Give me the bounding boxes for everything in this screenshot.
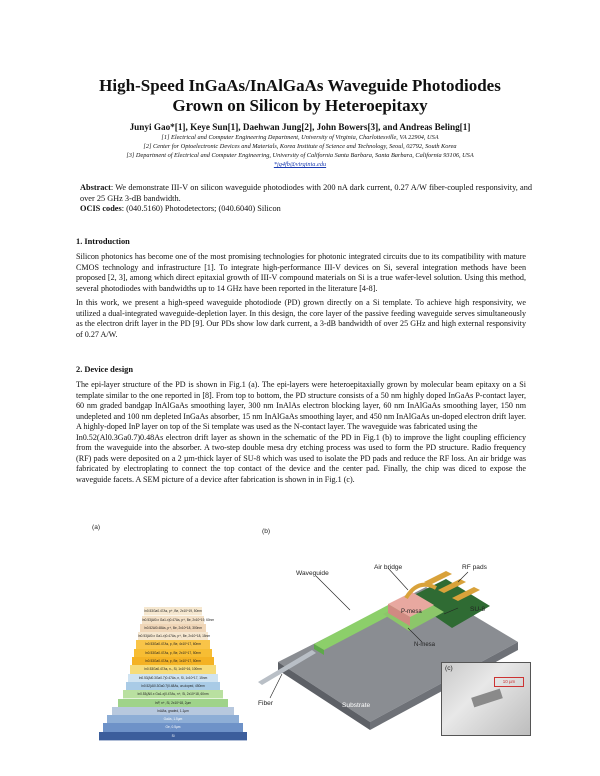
affiliation-1: [1] Electrical and Computer Engineering Department, University of Virginia, Charlottesville, VA 22904, USA — [161, 134, 439, 141]
design-paragraph-1: The epi-layer structure of the PD is shown in Fig.1 (a). The epi-layers were heteroepitaxially grown by molecular beam epitaxy on a Si template similar to the one reported in [8]. From top to bottom, the PD structure consists of a 50 nm highly doped InGaAs P-contact layer, 60 nm graded bandgap InAlGaAs smoothing layer, 300 nm InAlAs electron blocking layer, 60 nm InAlGaAs smoothing layer, 150 nm undepleted and 100 nm depleted InGaAs absorber, 15 nm InAlGaAs smoothing layer, and 450 nm InAlGaAs un-doped electron drift layer. A highly-doped InP layer on top of the Si template was used as the N-contact layer. The waveguide was fabricated using the — [76, 380, 526, 431]
label-waveguide: Waveguide — [296, 570, 329, 577]
author-list: Junyi Gao*[1], Keye Sun[1], Daehwan Jung[2], John Bowers[3], and Andreas Beling[1] — [129, 122, 471, 132]
epi-layer-stack — [98, 540, 248, 740]
section-heading-device-design: 2. Device design — [76, 365, 133, 374]
title-line-1: High-Speed InGaAs/InAlGaAs Waveguide Photodiodes — [99, 76, 501, 95]
section-heading-introduction: 1. Introduction — [76, 237, 130, 246]
sem-inset — [441, 662, 531, 736]
epi-layer: In0.53(Al0.x Ga1-x)0.47As, n+, Si, 2x10^18, 60nm — [123, 690, 223, 699]
epi-layer: In0.53(Al0.3Ga0.7)0.47As, n, Si, 1x10^17, 15nm — [128, 674, 218, 683]
section-introduction-body — [76, 252, 526, 340]
epi-layer: In0.53Ga0.47As, p, Be, 4x10^17, 60nm — [136, 640, 210, 649]
label-p-mesa: P-mesa — [401, 609, 422, 615]
epi-layer: Si — [99, 732, 247, 741]
epi-layer: InP, n+, Si, 2x10^18, 2µm — [118, 699, 228, 708]
label-su8: SU-8 — [470, 606, 486, 613]
figure-1 — [80, 522, 537, 742]
epi-layer: In0.53Ga0.47As, p, Be, 1x10^17, 50nm — [132, 657, 214, 666]
epi-layer: In0.53Ga0.47As, n-, Si, 1x10^16, 100nm — [130, 665, 216, 674]
author-email[interactable]: *jg4fb@virginia.edu — [273, 161, 327, 168]
email-line — [40, 161, 560, 170]
callout-air-bridge — [388, 568, 408, 590]
epi-layer: In0.52Al0.48As, p+, Be, 2x10^18, 300nm — [140, 624, 206, 633]
intro-paragraph-1: Silicon photonics has become one of the most promising technologies for photonic integrated circuits due to its compatibility with mature CMOS technology and infrastructure [1]. To integrate high-performance III-V devices on Si, several integration methods have been proposed [2, 3], among which direct epitaxial growth of III-V compound materials on Si is a true wafer-level solution. Using this method, several photodiodes with bandwidths up to 14 GHz have been reported in the literature [4-8]. — [76, 252, 526, 293]
figure-label-c: (c) — [445, 665, 453, 672]
section-device-design-body — [76, 380, 526, 485]
ocis-text: : (040.5160) Photodetectors; (040.6040) Silicon — [121, 204, 281, 214]
affiliation-3: [3] Department of Electrical and Computer Engineering, University of California Santa Barbara, Santa Barbara, California 93106, USA — [126, 152, 474, 159]
label-rf-pads: RF pads — [462, 564, 487, 571]
paper-title — [40, 76, 560, 116]
epi-layer: In0.52(Al0.3Ga0.7)0.48As, un-doped, 450nm — [126, 682, 220, 691]
callout-waveguide — [316, 576, 350, 610]
abstract-label: Abstract — [80, 183, 111, 192]
epi-layer: Ge, 0.5µm — [103, 723, 243, 732]
epi-layer: In0.53Ga0.47As, p+, Be, 2x10^19, 50nm — [144, 607, 202, 616]
abstract-text: : We demonstrate III-V on silicon waveguide photodiodes with 200 nA dark current, 0.27 A/W fiber-coupled responsivity, and over 25 GHz 3-dB bandwidth. — [80, 183, 532, 203]
label-substrate: Substrate — [342, 702, 371, 709]
sem-device — [471, 689, 503, 708]
sem-scale-bar: 10 µm — [494, 677, 524, 687]
design-paragraph-2: In0.52(Al0.3Ga0.7)0.48As electron drift layer as shown in the schematic of the PD in Fig.1 (b) to improve the light coupling efficiency from the waveguide into the absorber. A two-step double mesa dry etching process was used to form the PD structure. Radio frequency (RF) pads were deposited on a 2 µm-thick layer of SU-8 which was used to isolate the PD pads and reduce the RF loss. An air bridge was fabricated by electroplating to connect the top contact of the device and the center pad. Finally, the chip was diced to expose the waveguide facets. A SEM picture of a device after fabrication is shown in in Fig.1 (c). — [76, 432, 526, 484]
abstract — [80, 183, 532, 215]
epi-layer: In0.53(Al0.x Ga1-x)0.47As, p+, Be, 2x10^18, 15nm — [138, 632, 208, 641]
ocis-label: OCIS codes — [80, 204, 122, 214]
figure-label-b: (b) — [262, 528, 271, 535]
epi-layer: InAlAs, graded, 1.1µm — [112, 707, 234, 716]
figure-label-a: (a) — [92, 524, 101, 531]
intro-paragraph-2: In this work, we present a high-speed waveguide photodiode (PD) grown directly on a Si template. To achieve high responsivity, we utilized a dual-integrated waveguide-depletion layer. In this design, the core layer of the passive feeding waveguide serves simultaneously as the electron drift layer in the PD [9]. Our PDs show low dark current, a 3-dB bandwidth of over 25 GHz and high external responsivity of 0.27 A/W. — [76, 298, 526, 339]
label-n-mesa: N-mesa — [414, 642, 436, 648]
label-fiber: Fiber — [258, 700, 274, 707]
affiliation-2: [2] Center for Optoelectronic Devices and Materials, Korea Institute of Science and Technology, Seoul, 02792, South Korea — [143, 143, 457, 150]
label-air-bridge: Air bridge — [374, 564, 403, 571]
title-line-2: Grown on Silicon by Heteroepitaxy — [172, 96, 428, 115]
epi-layer: In0.53(Al0.x Ga1-x)0.47As, p+, Be, 2x10^19, 60nm — [142, 616, 204, 625]
epi-layer: In0.53Ga0.47As, p, Be, 2x10^17, 50nm — [134, 649, 212, 658]
epi-layer: GaAs, 1.5µm — [107, 715, 239, 724]
